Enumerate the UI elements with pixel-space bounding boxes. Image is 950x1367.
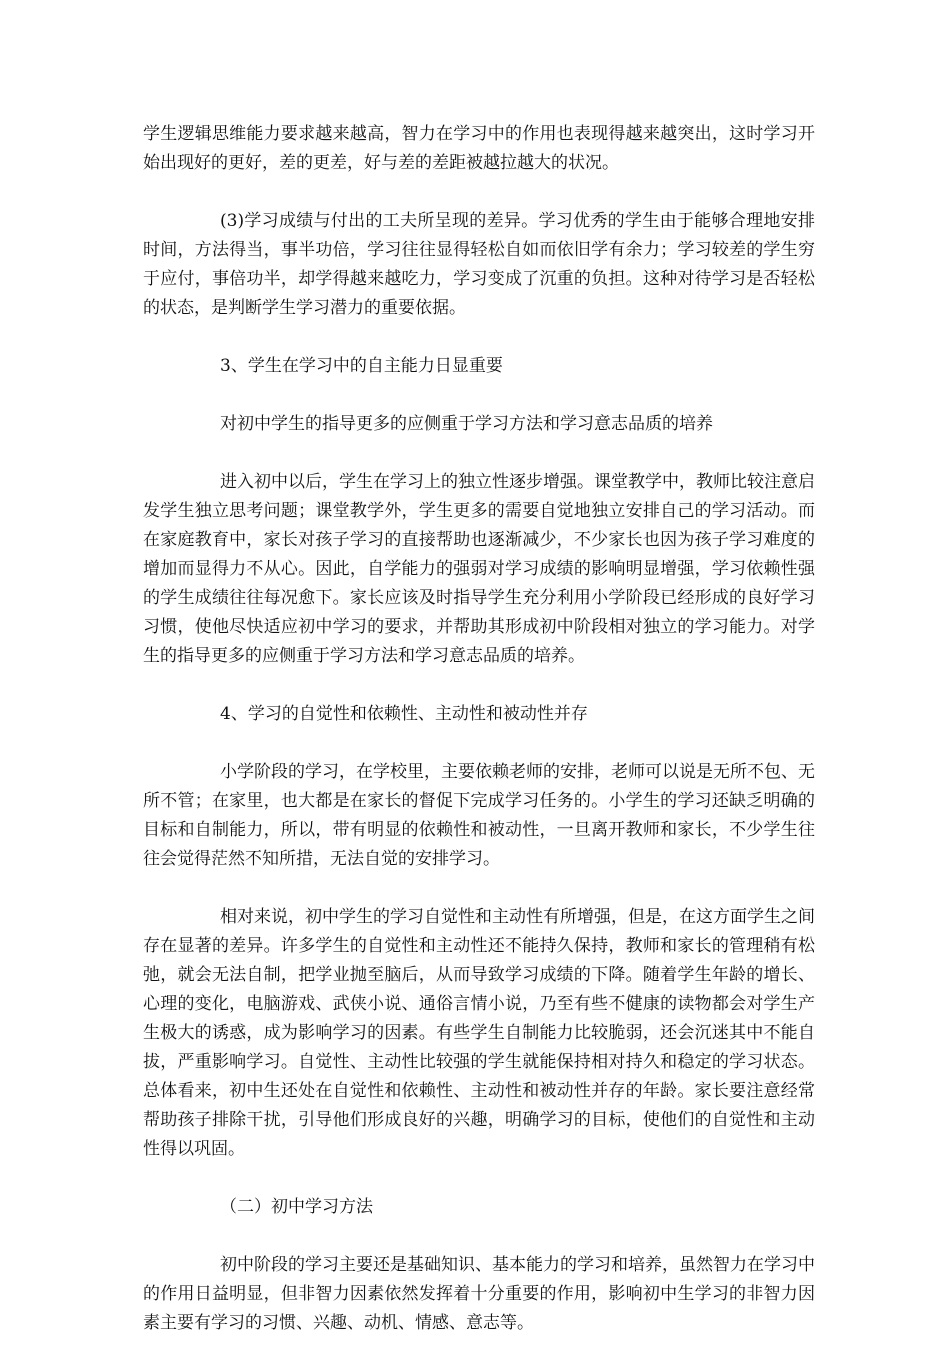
section-heading-4: 4、学习的自觉性和依赖性、主动性和被动性并存 bbox=[220, 704, 588, 724]
paragraph-relative: 相对来说，初中学生的学习自觉性和主动性有所增强，但是，在这方面学生之间存在显著的差异。许多学生的自觉性和主动性还不能持久保持，教师和家长的管理稍有松弛，就会无法自制，把学业抛至脑后，从而导致学习成绩的下降。随着学生年龄的增长、心理的变化，电脑游戏、武侠小说、通俗言情小说，乃至有些不健康的读物都会对学生产生极大的诱惑，成为影响学习的因素。有些学生自制能力比较脆弱，还会沉迷其中不能自拔，严重影响学习。自觉性、主动性比较强的学生就能保持相对持久和稳定的学习状态。总体看来，初中生还处在自觉性和依赖性、主动性和被动性并存的年龄。家长要注意经常帮助孩子排除干扰，引导他们形成良好的兴趣，明确学习的目标，使他们的自觉性和主动性得以巩固。 bbox=[143, 907, 815, 1159]
paragraph-continuation: 学生逻辑思维能力要求越来越高，智力在学习中的作用也表现得越来越突出，这时学习开始出现好的更好，差的更差，好与差的差距被越拉越大的状况。 bbox=[143, 124, 815, 173]
document-body bbox=[143, 120, 815, 1367]
paragraph-independence: 进入初中以后，学生在学习上的独立性逐步增强。课堂教学中，教师比较注意启发学生独立思考问题；课堂教学外，学生更多的需要自觉地独立安排自己的学习活动。而在家庭教育中，家长对孩子学习的直接帮助也逐渐减少，不少家长也因为孩子学习难度的增加而显得力不从心。因此，自学能力的强弱对学习成绩的影响明显增强，学习依赖性强的学生成绩往往每况愈下。家长应该及时指导学生充分利用小学阶段已经形成的良好学习习惯，使他尽快适应初中学习的要求，并帮助其形成初中阶段相对独立的学习能力。对学生的指导更多的应侧重于学习方法和学习意志品质的培养。 bbox=[143, 472, 815, 666]
paragraph-methods: 初中阶段的学习主要还是基础知识、基本能力的学习和培养，虽然智力在学习中的作用日益明显，但非智力因素依然发挥着十分重要的作用，影响初中生学习的非智力因素主要有学习的习惯、兴趣、动机、情感、意志等。 bbox=[143, 1255, 815, 1333]
section-subheading-3: 对初中学生的指导更多的应侧重于学习方法和学习意志品质的培养 bbox=[220, 414, 713, 434]
section-heading-methods: （二）初中学习方法 bbox=[220, 1197, 373, 1217]
section-heading-3: 3、学生在学习中的自主能力日显重要 bbox=[220, 356, 503, 376]
paragraph-effort-difference: (3)学习成绩与付出的工夫所呈现的差异。学习优秀的学生由于能够合理地安排时间，方法得当，事半功倍，学习往往显得轻松自如而依旧学有余力；学习较差的学生穷于应付，事倍功半，却学得越来越吃力，学习变成了沉重的负担。这种对待学习是否轻松的状态，是判断学生学习潜力的重要依据。 bbox=[143, 211, 815, 318]
paragraph-primary-school: 小学阶段的学习，在学校里，主要依赖老师的安排，老师可以说是无所不包、无所不管；在家里，也大都是在家长的督促下完成学习任务的。小学生的学习还缺乏明确的目标和自制能力，所以，带有明显的依赖性和被动性，一旦离开教师和家长，不少学生往往会觉得茫然不知所措，无法自觉的安排学习。 bbox=[143, 762, 815, 869]
